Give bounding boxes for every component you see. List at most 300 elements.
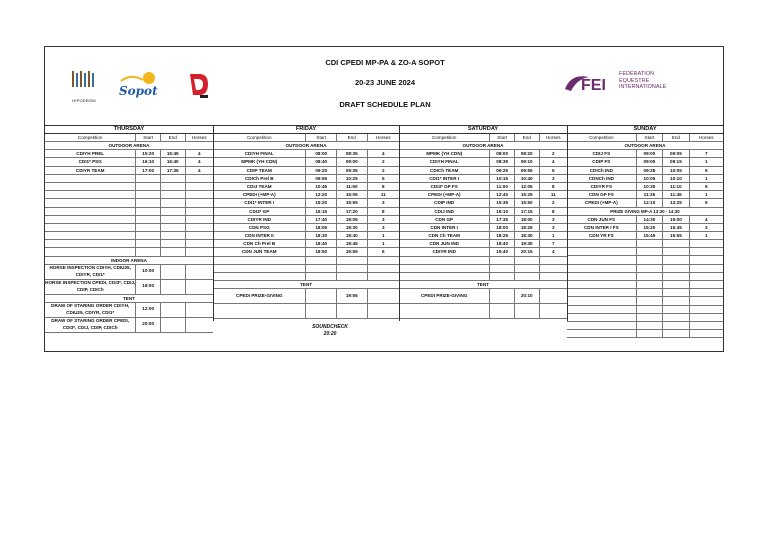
horse-inspection-row-1 (45, 265, 213, 280)
start-cell: 16:15 (306, 208, 337, 215)
table-row (567, 183, 723, 191)
competition-cell: CDN JUN IND (399, 240, 490, 247)
competition-cell: CDIYR IND (399, 248, 490, 255)
competition-cell: CPEDI (+MP-A) (567, 199, 637, 206)
day-friday (213, 125, 399, 319)
horses-cell: 8 (381, 183, 385, 189)
horses-cell: 11 (550, 192, 556, 198)
table-row (213, 199, 399, 207)
horses-cell: 2 (551, 151, 555, 157)
competition-cell: CDIJ FS (567, 150, 637, 157)
blank-row (567, 240, 723, 248)
competition-cell: CPEDI (+MP-A) (399, 191, 490, 198)
blank-row (213, 265, 399, 273)
blank-row (45, 208, 213, 216)
horses-cell: 1 (705, 175, 708, 181)
col-competition: Competition (399, 134, 490, 141)
competition-cell: CDIP FS (567, 158, 637, 165)
table-row (567, 158, 723, 166)
start-cell: 09:25 (490, 167, 515, 174)
horses-cell: 11 (380, 192, 386, 198)
draw-2-time: 20:00 (136, 318, 161, 332)
start-cell: 10:15 (490, 175, 515, 182)
schedule-sheet (44, 46, 724, 352)
end-cell: 10:05 (663, 167, 690, 174)
column-headers (213, 134, 399, 142)
blank-row (567, 265, 723, 273)
blank-row (567, 256, 723, 264)
prize-giving-banner: PRIZE GIVING MP-A 13:30 - 14:30 (567, 208, 723, 216)
end-cell: 11:10 (663, 183, 690, 190)
blank-row (399, 257, 567, 265)
horses-cell: 3 (551, 224, 555, 230)
competition-cell: CDNCh IND (567, 175, 637, 182)
day-label-saturday: SATURDAY (399, 125, 567, 134)
blank-row (213, 304, 399, 319)
horses-cell: 1 (705, 159, 708, 165)
table-row (213, 216, 399, 224)
horses-cell: 8 (381, 208, 385, 214)
end-cell: 15:50 (515, 199, 540, 206)
horses-cell: 4 (705, 216, 708, 222)
competition-cell: CDN GP FS (567, 191, 637, 198)
hipodrom-logo-text: HIPODROM (72, 98, 96, 103)
draw-row-1 (45, 303, 213, 318)
table-row (567, 232, 723, 240)
col-start: Start (136, 134, 161, 141)
horses-cell: 7 (551, 241, 555, 247)
start-cell: 19:40 (490, 248, 515, 255)
blank-row (45, 224, 213, 232)
horses-cell: 5 (705, 183, 708, 189)
column-headers (399, 134, 567, 142)
competition-cell: CDI1* PSG (45, 158, 136, 165)
end-cell: 17:20 (337, 208, 368, 215)
horses-cell: 3 (551, 216, 555, 222)
arena-label: OUTDOOR ARENA (399, 142, 567, 150)
table-row (567, 224, 723, 232)
soundcheck-label: SOUNDCHECK (312, 324, 348, 330)
start-cell: 09:35 (637, 167, 664, 174)
start-cell: 15:20 (136, 150, 161, 157)
column-headers (567, 134, 723, 142)
competition-cell: CDIYR FS (567, 183, 637, 190)
competition-cell: MPMK (YH CDN) (213, 158, 306, 165)
table-row (399, 175, 567, 183)
table-row (567, 216, 723, 224)
blank-row (45, 216, 213, 224)
schedule-subtitle: DRAFT SCHEDULE PLAN (339, 100, 431, 109)
col-start: Start (637, 134, 664, 141)
start-cell: 09:20 (306, 167, 337, 174)
competition-cell: CDN INTER I (399, 224, 490, 231)
horses-cell: 3 (705, 224, 708, 230)
horses-cell: 2 (381, 167, 385, 173)
end-cell: 15:00 (663, 216, 690, 223)
start-cell: 18:50 (306, 248, 337, 255)
horses-cell: 4 (197, 167, 201, 173)
col-start: Start (306, 134, 337, 141)
end-cell: 12:05 (515, 183, 540, 190)
end-cell: 10:10 (663, 175, 690, 182)
end-cell: 11:45 (663, 191, 690, 198)
table-row (213, 150, 399, 158)
prize-giving-event: CPEDI PRIZE-GIVING (213, 289, 306, 303)
start-cell: 08:40 (306, 158, 337, 165)
partner-mark-icon (185, 71, 211, 101)
start-cell: 14:30 (637, 216, 664, 223)
competition-cell: CDI1* INTER I (213, 199, 306, 206)
event-dates: 20-23 JUNE 2024 (354, 78, 416, 87)
end-cell: 13:25 (663, 199, 690, 206)
end-cell: 18:30 (515, 232, 540, 239)
horse-inspection-1-time: 10:00 (136, 265, 161, 279)
start-cell: 12:10 (637, 199, 664, 206)
blank-row (567, 297, 723, 305)
horses-cell: 3 (381, 216, 385, 222)
end-cell: 09:55 (515, 167, 540, 174)
blank-row (567, 281, 723, 289)
header-area (45, 47, 723, 125)
start-cell: 16:10 (136, 158, 161, 165)
end-cell: 15:25 (515, 191, 540, 198)
start-cell: 15:45 (637, 232, 664, 239)
table-row (213, 232, 399, 240)
start-cell: 18:05 (306, 224, 337, 231)
end-cell: 18:40 (337, 232, 368, 239)
competition-cell: CDN JUN FS (567, 216, 637, 223)
start-cell: 17:35 (490, 216, 515, 223)
table-row (399, 224, 567, 232)
competition-cell: CDIYH FINAL (213, 150, 306, 157)
blank-row (567, 306, 723, 314)
blank-row (45, 175, 213, 183)
end-cell: 15:45 (161, 150, 186, 157)
start-cell: 18:40 (306, 240, 337, 247)
end-cell: 18:00 (515, 216, 540, 223)
end-cell: 09:10 (515, 158, 540, 165)
sopot-sun-icon (117, 69, 161, 101)
start-cell: 18:40 (490, 240, 515, 247)
end-cell: 09:00 (337, 158, 368, 165)
competition-cell: CDI3* GP FS (399, 183, 490, 190)
competition-cell: CDIYH FINAL (399, 158, 490, 165)
end-cell: 10:40 (515, 175, 540, 182)
table-row (399, 199, 567, 207)
horses-cell: 1 (551, 233, 555, 239)
end-cell: 15:55 (663, 232, 690, 239)
table-row (567, 175, 723, 183)
title-block (275, 55, 495, 115)
end-cell: 18:30 (337, 224, 368, 231)
prize-giving-time: 20:10 (515, 289, 540, 303)
tent-label: TENT (213, 281, 399, 289)
blank-row (213, 273, 399, 281)
column-headers (45, 134, 213, 142)
horses-cell: 8 (551, 183, 555, 189)
competition-cell: CDN INTER I FS (567, 224, 637, 231)
horses-cell: 4 (197, 159, 201, 165)
table-row (399, 240, 567, 248)
horses-cell: 6 (381, 249, 385, 255)
start-cell: 16:10 (490, 208, 515, 215)
competition-cell: CDN YR FS (567, 232, 637, 239)
day-label-sunday: SUNDAY (567, 125, 723, 134)
soundcheck-time: 20:20 (323, 331, 337, 337)
competition-cell: CDN Ch TEAM (399, 232, 490, 239)
competition-cell: CDIYH PREL (45, 150, 136, 157)
prize-giving-row (213, 289, 399, 304)
tent-label: TENT (399, 281, 567, 289)
col-competition: Competition (567, 134, 637, 141)
fei-mark-text: FEI (581, 77, 606, 94)
tent-label: TENT (45, 295, 213, 303)
end-cell: 15:05 (337, 191, 368, 198)
horses-cell: 4 (551, 159, 555, 165)
event-title: CDI CPEDI MP-PA & ZO-A SOPOT (325, 58, 445, 67)
arena-label: OUTDOOR ARENA (567, 142, 723, 150)
end-cell: 16:40 (161, 158, 186, 165)
horses-cell: 4 (381, 151, 385, 157)
draw-1-time: 12:00 (136, 303, 161, 317)
start-cell: 15:20 (306, 199, 337, 206)
sopot-logo-text: Sopot (119, 84, 158, 98)
draw-row-2 (45, 318, 213, 333)
end-cell: 11:50 (337, 183, 368, 190)
start-cell: 09:55 (306, 175, 337, 182)
competition-cell: CDIJ IND (399, 208, 490, 215)
competition-cell: CDICh Prel B (213, 175, 306, 182)
end-cell: 09:05 (663, 150, 690, 157)
table-row (567, 191, 723, 199)
col-horses: Horses (545, 135, 561, 140)
competition-cell: CDICh TEAM (399, 167, 490, 174)
horses-cell: 5 (381, 175, 385, 181)
table-row (399, 150, 567, 158)
table-row (567, 199, 723, 207)
start-cell: 15:20 (637, 224, 664, 231)
table-row (399, 158, 567, 166)
end-cell: 15:45 (663, 224, 690, 231)
competition-cell: CDN PSG (213, 224, 306, 231)
draw-2: DRAW OF STARING ORDER CPEDI, CDI3*, CDIJ, CDIP, CDICh (45, 318, 136, 332)
fei-line3: INTERNATIONALE (619, 84, 667, 90)
competition-cell: CDIYR IND (213, 216, 306, 223)
table-row (399, 216, 567, 224)
end-cell: 09:35 (337, 167, 368, 174)
end-cell: 17:35 (161, 167, 186, 174)
blank-row (399, 265, 567, 273)
col-horses: Horses (375, 135, 391, 140)
table-row (213, 183, 399, 191)
table-row (213, 175, 399, 183)
horses-cell: 2 (551, 200, 555, 206)
blank-row (567, 248, 723, 256)
start-cell: 18:25 (490, 232, 515, 239)
table-row (213, 167, 399, 175)
arena-label: OUTDOOR ARENA (45, 142, 213, 150)
horse-inspection-2-time: 18:00 (136, 280, 161, 294)
competition-cell: CDIP TEAM (213, 167, 306, 174)
table-row (567, 167, 723, 175)
fei-logo (563, 69, 703, 99)
competition-cell: MPMK (YH CDN) (399, 150, 490, 157)
table-row (213, 191, 399, 199)
competition-cell: CDI1* INTER I (399, 175, 490, 182)
start-cell: 12:40 (490, 191, 515, 198)
table-row (213, 248, 399, 256)
soundcheck-note (275, 324, 385, 338)
blank-row (567, 273, 723, 281)
horses-cell: 2 (381, 159, 385, 165)
blank-row (567, 322, 723, 330)
blank-row (45, 183, 213, 191)
start-cell: 17:40 (306, 216, 337, 223)
end-cell: 08:20 (515, 150, 540, 157)
col-start: Start (490, 134, 515, 141)
end-cell: 19:55 (337, 248, 368, 255)
start-cell: 10:45 (306, 183, 337, 190)
start-cell: 09:00 (637, 150, 664, 157)
blank-row (213, 257, 399, 265)
horses-cell: 8 (551, 208, 555, 214)
horses-cell: 3 (381, 224, 385, 230)
blank-row (567, 314, 723, 322)
fei-line2: ÉQUESTRE (619, 77, 650, 84)
col-horses: Horses (699, 135, 714, 140)
end-cell: 08:35 (337, 150, 368, 157)
horses-cell: 1 (705, 232, 708, 238)
start-cell: 17:00 (136, 167, 161, 174)
day-thursday (45, 125, 213, 333)
horses-cell: 5 (705, 167, 708, 173)
start-cell: 10:30 (637, 183, 664, 190)
sopot-logo (117, 69, 161, 101)
competition-cell: CDICh IND (567, 167, 637, 174)
table-row (399, 208, 567, 216)
horses-cell: 1 (381, 233, 385, 239)
start-cell: 18:00 (490, 224, 515, 231)
blank-row (45, 191, 213, 199)
competition-cell: CDIJ TEAM (213, 183, 306, 190)
col-end: End (515, 134, 540, 141)
end-cell: 10:25 (337, 175, 368, 182)
competition-cell: CDIYR TEAM (45, 167, 136, 174)
horses-cell: 3 (551, 175, 555, 181)
start-cell: 09:05 (637, 158, 664, 165)
table-row (567, 150, 723, 158)
prize-giving-event: CPEDI PRIZE-GIVING (399, 289, 490, 303)
start-cell: 08:35 (490, 158, 515, 165)
horses-cell: 4 (197, 151, 201, 157)
horse-inspection-row-2 (45, 280, 213, 295)
col-end: End (337, 134, 368, 141)
col-competition: Competition (213, 134, 306, 141)
end-cell: 17:15 (515, 208, 540, 215)
horses-cell: 3 (381, 200, 385, 206)
end-cell: 15:55 (337, 199, 368, 206)
table-row (213, 240, 399, 248)
day-label-thursday: THURSDAY (45, 125, 213, 134)
table-row (213, 208, 399, 216)
end-cell: 18:05 (337, 216, 368, 223)
table-row (45, 167, 213, 175)
start-cell: 08:00 (490, 150, 515, 157)
competition-cell: CPEDI (+MP-A) (213, 191, 306, 198)
col-end: End (161, 134, 186, 141)
blank-row (45, 199, 213, 207)
col-competition: Competition (45, 134, 136, 141)
start-cell: 08:00 (306, 150, 337, 157)
competition-cell: CDN Ch Prel B (213, 240, 306, 247)
end-cell: 20:15 (515, 248, 540, 255)
fei-line1: FÉDÉRATION (619, 71, 655, 77)
fei-wordmark (619, 71, 666, 91)
competition-cell: CDN INTER II (213, 232, 306, 239)
horses-cell: 9 (705, 200, 708, 206)
end-cell: 09:15 (663, 158, 690, 165)
table-row (399, 191, 567, 199)
end-cell: 18:25 (515, 224, 540, 231)
horse-inspection-2: HORSE INSPECTION CPEDI, CDI3*, CDIJ, CDIP, CDICh (45, 280, 136, 292)
competition-cell: CDIP IND (399, 199, 490, 206)
table-row (45, 158, 213, 166)
start-cell: 11:00 (490, 183, 515, 190)
day-saturday (399, 125, 567, 319)
col-horses: Horses (191, 135, 207, 140)
table-row (399, 232, 567, 240)
blank-row (567, 289, 723, 297)
horse-inspection-1: HORSE INSPECTION CDIYH, CDIU25, CDIYR, CDI1* (45, 265, 136, 279)
table-row (213, 224, 399, 232)
prize-giving-row (399, 289, 567, 304)
start-cell: 15:35 (490, 199, 515, 206)
horses-cell: 1 (705, 192, 708, 198)
horses-cell: 4 (551, 249, 555, 255)
prize-giving-time: 19:55 (337, 289, 368, 303)
blank-row (45, 240, 213, 248)
blank-row (399, 304, 567, 319)
day-sunday (567, 125, 723, 338)
partner-logo (185, 71, 211, 101)
table-row (213, 158, 399, 166)
competition-cell: CDI3* GP (213, 208, 306, 215)
table-row (399, 167, 567, 175)
hipodrom-logo (63, 69, 105, 105)
end-cell: 18:45 (337, 240, 368, 247)
horses-cell: 1 (381, 241, 385, 247)
start-cell: 11:35 (637, 191, 664, 198)
start-cell: 10:05 (637, 175, 664, 182)
horses-cell: 5 (551, 167, 555, 173)
blank-row (399, 273, 567, 281)
fei-mark-icon (563, 69, 617, 95)
indoor-arena-label: INDOOR ARENA (45, 257, 213, 265)
table-row (45, 150, 213, 158)
hipodrom-mark-icon (69, 69, 99, 91)
start-cell: 18:30 (306, 232, 337, 239)
draw-1: DRAW OF STARING ORDER CDIYH, CDIU25, CDIYR, CDI1* (45, 303, 136, 317)
blank-row (567, 330, 723, 338)
col-end: End (663, 134, 690, 141)
arena-label: OUTDOOR ARENA (213, 142, 399, 150)
start-cell: 12:20 (306, 191, 337, 198)
blank-row (45, 232, 213, 240)
day-label-friday: FRIDAY (213, 125, 399, 134)
blank-row (45, 248, 213, 256)
horses-cell: 7 (705, 151, 708, 157)
competition-cell: CDN GP (399, 216, 490, 223)
